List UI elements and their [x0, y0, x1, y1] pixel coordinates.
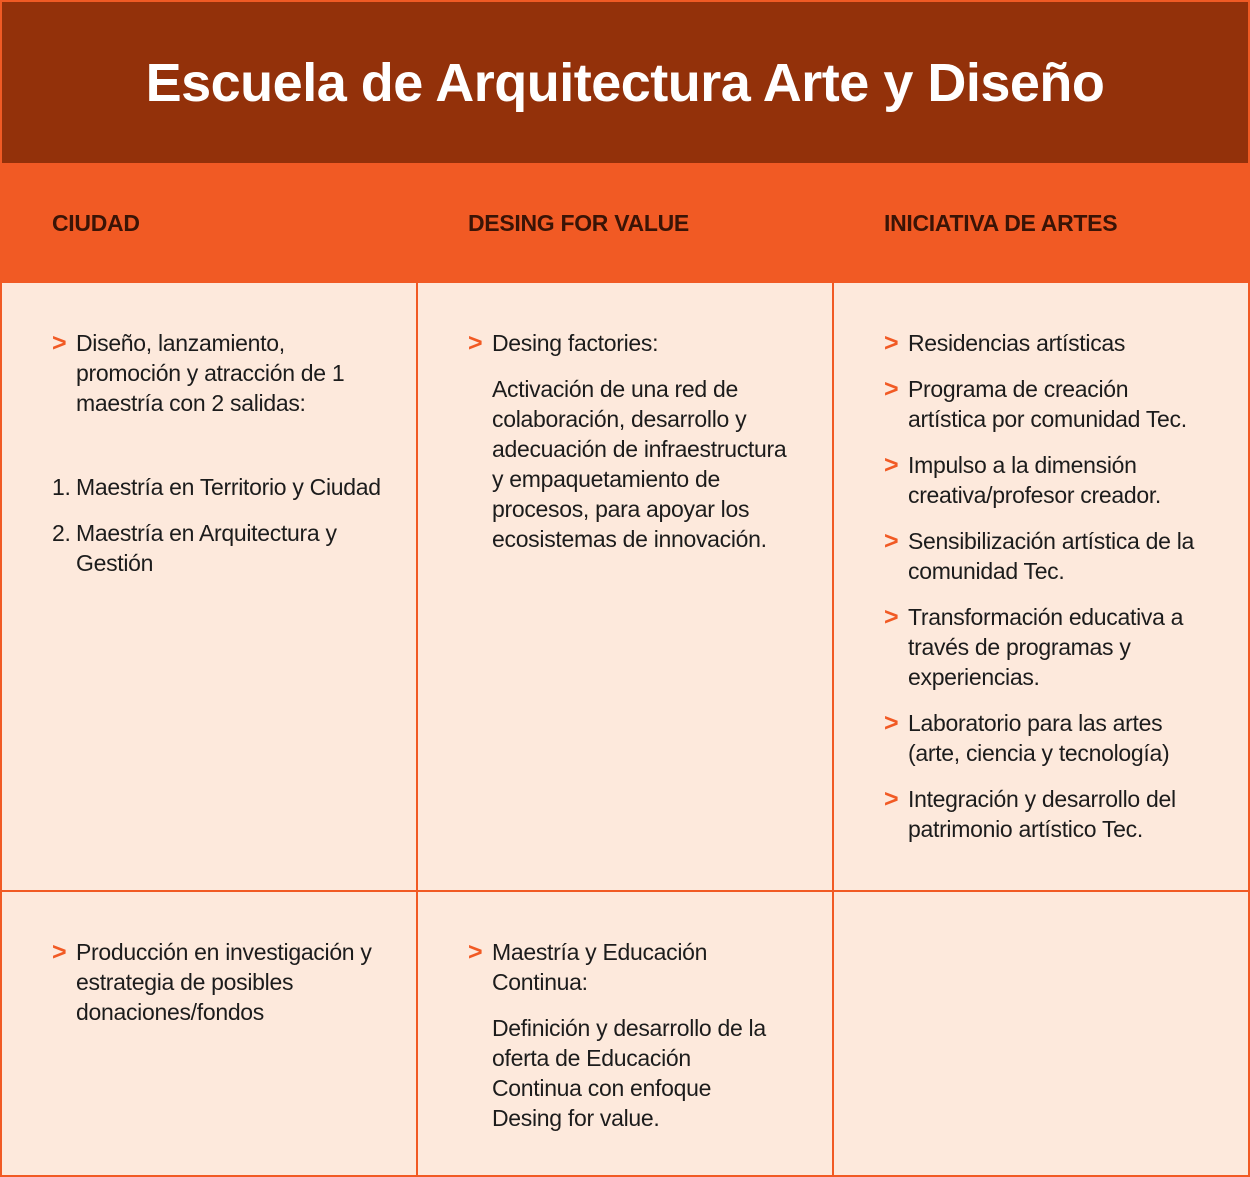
item-text: Desing factories:	[492, 330, 659, 356]
list-item	[884, 526, 1202, 586]
numbered-item	[52, 472, 392, 502]
chevron-right-icon: >	[884, 451, 899, 479]
chevron-right-icon: >	[52, 329, 67, 357]
title-band	[2, 2, 1248, 163]
page-title: Escuela de Arquitectura Arte y Diseño	[145, 52, 1105, 113]
list-item	[884, 450, 1202, 510]
item-text: Integración y desarrollo del patrimonio artístico Tec.	[908, 786, 1176, 842]
item-text: Maestría en Territorio y Ciudad	[76, 474, 381, 500]
list-item	[884, 602, 1202, 692]
item-text: Producción en investigación y estrategia de posibles donaciones/fondos	[76, 939, 372, 1025]
cell-ciudad-row2	[52, 937, 372, 1043]
column-divider	[416, 283, 418, 1177]
cell-desing-row2	[468, 937, 768, 1149]
chevron-right-icon: >	[884, 785, 899, 813]
numbered-item	[52, 518, 392, 578]
chevron-right-icon: >	[468, 938, 483, 966]
list-item	[52, 937, 372, 1027]
cell-artes-row1	[884, 328, 1202, 860]
chevron-right-icon: >	[52, 938, 67, 966]
list-item	[468, 328, 788, 358]
item-number: 2.	[52, 520, 71, 546]
item-text: Sensibilización artística de la comunidad Tec.	[908, 528, 1195, 584]
item-text: Diseño, lanzamiento, promoción y atracción de 1 maestría con 2 salidas:	[76, 330, 345, 416]
list-item	[884, 708, 1202, 768]
chevron-right-icon: >	[884, 527, 899, 555]
item-description: Activación de una red de colaboración, desarrollo y adecuación de infraestructura y empaquetamiento de procesos, para apoyar los ecosistemas de innovación.	[492, 376, 787, 552]
item-text: Maestría en Arquitectura y Gestión	[76, 520, 337, 576]
chevron-right-icon: >	[468, 329, 483, 357]
cell-artes-row2-empty	[834, 892, 1248, 1177]
list-item	[884, 328, 1202, 358]
column-header-desing-for-value: DESING FOR VALUE	[468, 209, 689, 236]
list-item	[52, 328, 392, 418]
item-text: Laboratorio para las artes (arte, ciencia y tecnología)	[908, 710, 1170, 766]
cell-desing-row1	[468, 328, 788, 570]
item-text: Transformación educativa a través de programas y experiencias.	[908, 604, 1184, 690]
chevron-right-icon: >	[884, 709, 899, 737]
chevron-right-icon: >	[884, 375, 899, 403]
list-item	[884, 784, 1202, 844]
item-text: Programa de creación artística por comunidad Tec.	[908, 376, 1187, 432]
item-text: Residencias artísticas	[908, 330, 1126, 356]
list-item	[884, 374, 1202, 434]
list-item	[468, 937, 768, 997]
item-number: 1.	[52, 474, 71, 500]
chevron-right-icon: >	[884, 329, 899, 357]
cell-ciudad-row1	[52, 328, 392, 594]
item-text: Impulso a la dimensión creativa/profesor creador.	[908, 452, 1161, 508]
chevron-right-icon: >	[884, 603, 899, 631]
column-header-row	[2, 163, 1248, 283]
item-description: Definición y desarrollo de la oferta de Educación Continua con enfoque Desing for value.	[492, 1015, 766, 1131]
item-text: Maestría y Educación Continua:	[492, 939, 708, 995]
column-header-iniciativa-de-artes: INICIATIVA DE ARTES	[884, 209, 1118, 236]
column-header-ciudad: CIUDAD	[52, 209, 140, 236]
